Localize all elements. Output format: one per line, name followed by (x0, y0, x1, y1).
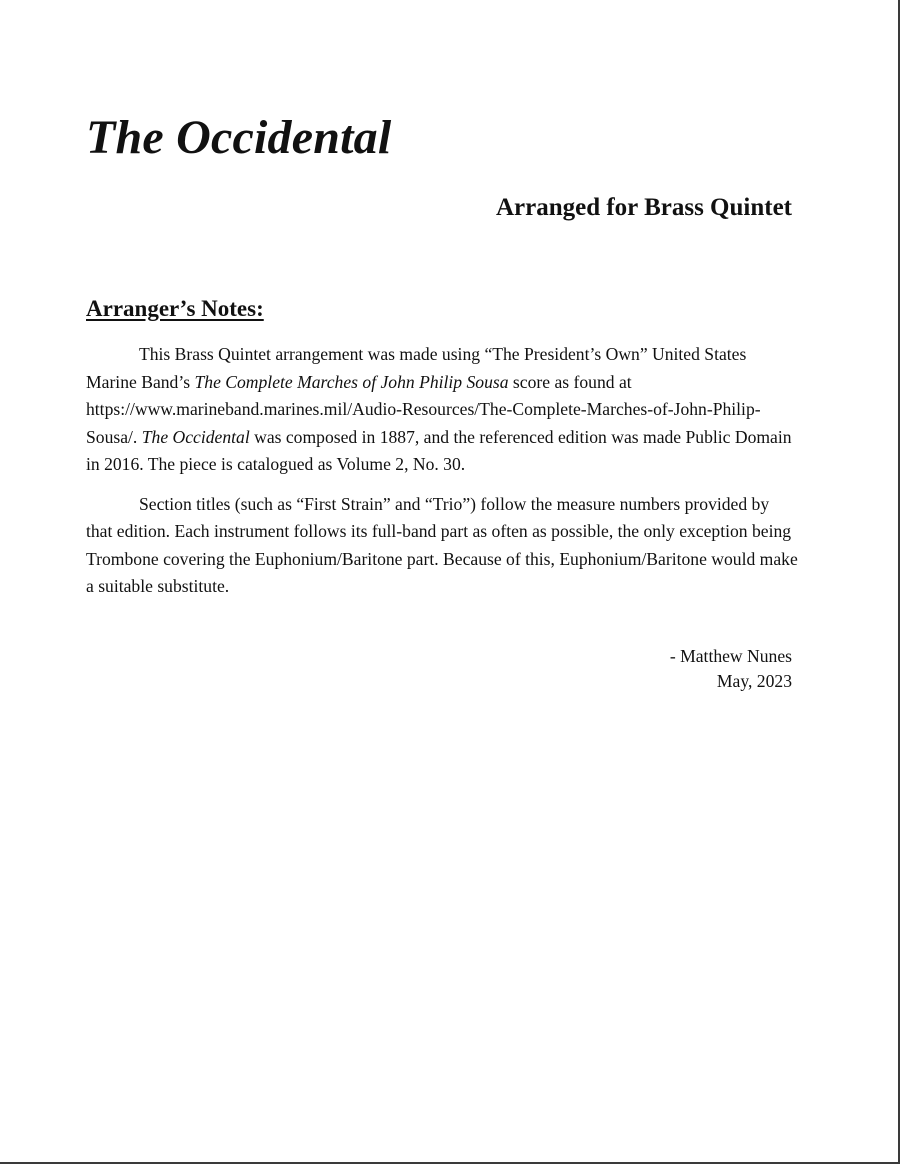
document-title: The Occidental (86, 111, 392, 164)
notes-body (86, 341, 798, 613)
paragraph-1-text-c: was composed in 1887, and the referenced edition was made Public Domain in 2016. The piece is catalogued as Volume 2, No. 30. (86, 426, 792, 474)
paragraph-1-italic-piece-title: The Occidental (141, 426, 250, 447)
paragraph-1-text-b: score as found at https://www.marineband.marines.mil/Audio-Resources/The-Complete-Marches-of-John-Philip-Sousa/. (86, 371, 761, 447)
notes-heading: Arranger’s Notes: (86, 296, 264, 321)
signature-block (670, 644, 792, 694)
signature-date: May, 2023 (716, 671, 792, 691)
paragraph-1-italic-score-title: The Complete Marches of John Philip Sousa (194, 371, 509, 392)
paragraph-1-text-a: This Brass Quintet arrangement was made using “The President’s Own” United States Marine Band’s (86, 344, 747, 392)
document-subtitle: Arranged for Brass Quintet (495, 194, 792, 221)
signature-author: - Matthew Nunes (669, 646, 792, 666)
notes-paragraph-1 (86, 341, 798, 479)
notes-paragraph-2: Section titles (such as “First Strain” and “Trio”) follow the measure numbers provided by that edition. Each instrument follows its full-band part as often as possible, the only exception being Trombone covering the Euphonium/Baritone part. Because of this, Euphonium/Baritone would make a suitable substitute. (86, 493, 798, 596)
